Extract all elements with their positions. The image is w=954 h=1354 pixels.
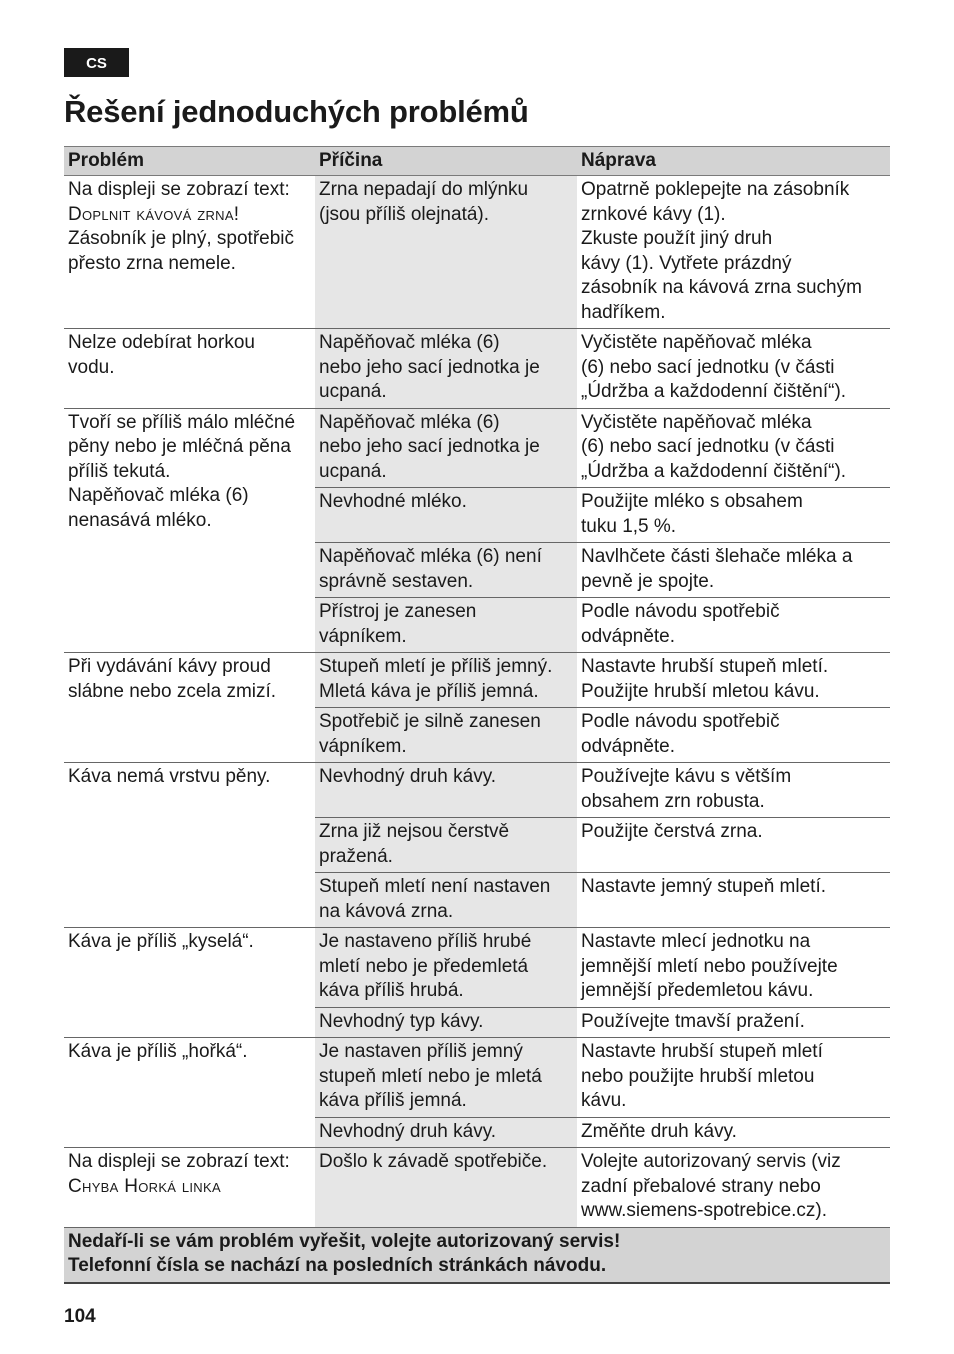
cause-line: Napěňovač mléka (6) [319,332,500,353]
problem-line: Zásobník je plný, spotřebič [68,228,295,249]
remedy-line: Vyčistěte napěňovač mléka [581,411,812,433]
problem-line: slábne nebo zcela zmizí. [68,680,277,702]
cause-line: nebo jeho sací jednotka je [319,356,540,378]
remedy-line: Použijte čerstvá zrna. [581,821,763,842]
display-message: Chyba Horká linka [68,1175,221,1197]
remedy-line: www.siemens-spotrebice.cz). [581,1200,828,1221]
remedy-line: Vyčistěte napěňovač mléka [581,332,812,353]
problem-line: Nelze odebírat horkou [68,332,255,353]
remedy-line: zrnkové kávy (1). [581,203,726,225]
table-row [64,408,890,488]
remedy-line: Podle návodu spotřebič [581,711,780,732]
cause-line: káva příliš hrubá. [319,980,464,1001]
remedy-line: tuku 1,5 %. [581,515,677,537]
remedy-line: zadní přebalové strany nebo [581,1175,821,1197]
remedy-cell [577,708,890,763]
page-title: Řešení jednoduchých problémů [64,94,529,129]
remedy-line: Volejte autorizovaný servis (viz [581,1151,841,1172]
remedy-line: zásobník na kávová zrna suchým [581,277,862,298]
table-footer-row [64,1227,890,1283]
remedy-cell [577,1038,890,1118]
cause-line: Nevhodný typ kávy. [319,1010,484,1032]
remedy-line: jemnější předemletou kávu. [581,980,814,1001]
cause-line: správně sestaven. [319,570,474,592]
cause-line: Zrna nepadají do mlýnku [319,179,529,200]
remedy-line: Nastavte hrubší stupeň mletí [581,1041,823,1062]
cause-line: vápníkem. [319,735,407,757]
remedy-line: kávu. [581,1090,627,1111]
remedy-line: nebo použijte hrubší mletou [581,1065,815,1087]
remedy-line: Použijte hrubší mletou kávu. [581,680,820,702]
column-header-remedy: Náprava [577,147,890,176]
footer-line: Telefonní čísla se nachází na posledních stránkách návodu. [68,1255,607,1276]
cause-cell [315,873,577,928]
remedy-line: pevně je spojte. [581,570,715,592]
problem-line: Tvoří se příliš málo mléčné [68,411,296,433]
problem-cell [64,653,315,763]
cause-line: Nevhodný druh kávy. [319,766,497,787]
cause-line: na kávová zrna. [319,900,454,922]
remedy-cell [577,873,890,928]
cause-line: stupeň mletí nebo je mletá [319,1065,542,1087]
remedy-line: Použijte mléko s obsahem [581,491,803,512]
cause-cell [315,928,577,1008]
troubleshooting-table [64,146,890,1284]
remedy-line: Nastavte mlecí jednotku na [581,931,811,952]
problem-line: přesto zrna nemele. [68,252,236,274]
remedy-line: Opatrně poklepejte na zásobník [581,179,850,200]
problem-cell [64,1148,315,1228]
remedy-line: hadříkem. [581,301,666,323]
cause-cell [315,329,577,409]
cause-line: Je nastaveno příliš hrubé [319,931,532,952]
remedy-line: Navlhčete části šlehače mléka a [581,546,853,567]
cause-cell [315,763,577,818]
remedy-line: (6) nebo sací jednotku (v části [581,436,835,457]
table-row [64,1038,890,1118]
table-row [64,763,890,818]
table-row [64,329,890,409]
problem-line: Na displeji se zobrazí text: [68,1151,290,1172]
problem-cell [64,763,315,928]
remedy-cell [577,598,890,653]
page-number: 104 [64,1306,96,1327]
cause-line: vápníkem. [319,625,407,647]
remedy-line: kávy (1). Vytřete prázdný [581,252,792,274]
cause-line: nebo jeho sací jednotka je [319,436,540,457]
remedy-cell [577,543,890,598]
cause-cell [315,653,577,708]
cause-cell [315,1038,577,1118]
cause-cell [315,1007,577,1038]
remedy-line: Nastavte jemný stupeň mletí. [581,876,826,897]
problem-line: Na displeji se zobrazí text: [68,179,290,200]
cause-cell [315,543,577,598]
remedy-cell [577,488,890,543]
cause-line: Došlo k závadě spotřebiče. [319,1151,548,1172]
remedy-cell [577,763,890,818]
problem-line: Napěňovač mléka (6) [68,485,249,506]
remedy-line: obsahem zrn robusta. [581,790,765,812]
cause-line: káva příliš jemná. [319,1090,467,1111]
problem-cell [64,176,315,329]
remedy-line: Používejte kávu s větším [581,766,792,787]
problem-cell [64,408,315,653]
cause-line: Napěňovač mléka (6) [319,411,500,433]
problem-line: Při vydávání kávy proud [68,656,271,677]
cause-line: Napěňovač mléka (6) není [319,546,542,567]
cause-line: ucpaná. [319,381,387,402]
remedy-cell [577,1117,890,1148]
cause-line: ucpaná. [319,460,387,482]
remedy-cell [577,1148,890,1228]
remedy-line: Nastavte hrubší stupeň mletí. [581,656,829,677]
display-message: Doplnit kávová zrna! [68,203,240,225]
remedy-cell [577,408,890,488]
cause-line: (jsou příliš olejnatá). [319,203,490,225]
cause-cell [315,708,577,763]
cause-line: Mletá káva je příliš jemná. [319,680,539,702]
remedy-line: (6) nebo sací jednotku (v části [581,356,835,378]
cause-line: Je nastaven příliš jemný [319,1041,523,1062]
remedy-line: odvápněte. [581,625,676,647]
remedy-cell [577,329,890,409]
remedy-cell [577,1007,890,1038]
problem-line: pěny nebo je mléčná pěna [68,436,291,457]
cause-cell [315,598,577,653]
remedy-line: Používejte tmavší pražení. [581,1010,805,1032]
cause-line: Zrna již nejsou čerstvě [319,821,510,842]
remedy-line: jemnější mletí nebo používejte [581,955,838,977]
cause-line: Spotřebič je silně zanesen [319,711,541,732]
remedy-line: Změňte druh kávy. [581,1120,737,1142]
cause-line: Stupeň mletí není nastaven [319,876,551,897]
cause-line: Nevhodné mléko. [319,491,467,512]
cause-line: Přístroj je zanesen [319,601,477,622]
remedy-cell [577,818,890,873]
language-badge: CS [64,48,129,77]
table-header-row [64,147,890,176]
table-row [64,176,890,329]
remedy-line: „Údržba a každodenní čištění“). [581,460,847,482]
footer-line: Nedaří-li se vám problém vyřešit, volejte autorizovaný servis! [68,1230,621,1252]
remedy-cell [577,928,890,1008]
column-header-problem: Problém [64,147,315,176]
footer-note [64,1227,890,1283]
cause-cell [315,176,577,329]
remedy-line: Zkuste použít jiný druh [581,228,773,249]
table-row [64,653,890,708]
problem-line: příliš tekutá. [68,460,171,482]
table-row [64,928,890,1008]
remedy-cell [577,176,890,329]
cause-cell [315,1148,577,1228]
cause-line: mletí nebo je předemletá [319,955,529,977]
problem-cell [64,928,315,1038]
problem-cell [64,1038,315,1148]
column-header-cause: Příčina [315,147,577,176]
remedy-line: odvápněte. [581,735,676,757]
cause-cell [315,488,577,543]
problem-line: Káva je příliš „hořká“. [68,1041,248,1062]
problem-line: Káva je příliš „kyselá“. [68,931,254,952]
remedy-line: Podle návodu spotřebič [581,601,780,622]
cause-cell [315,818,577,873]
problem-line: nenasává mléko. [68,509,212,531]
remedy-line: „Údržba a každodenní čištění“). [581,381,847,402]
remedy-cell [577,653,890,708]
cause-line: pražená. [319,845,393,867]
problem-line: vodu. [68,356,115,378]
problem-cell [64,329,315,409]
cause-line: Nevhodný druh kávy. [319,1120,497,1142]
cause-cell [315,1117,577,1148]
cause-cell [315,408,577,488]
cause-line: Stupeň mletí je příliš jemný. [319,656,553,677]
problem-line: Káva nemá vrstvu pěny. [68,766,271,787]
table-row [64,1148,890,1228]
